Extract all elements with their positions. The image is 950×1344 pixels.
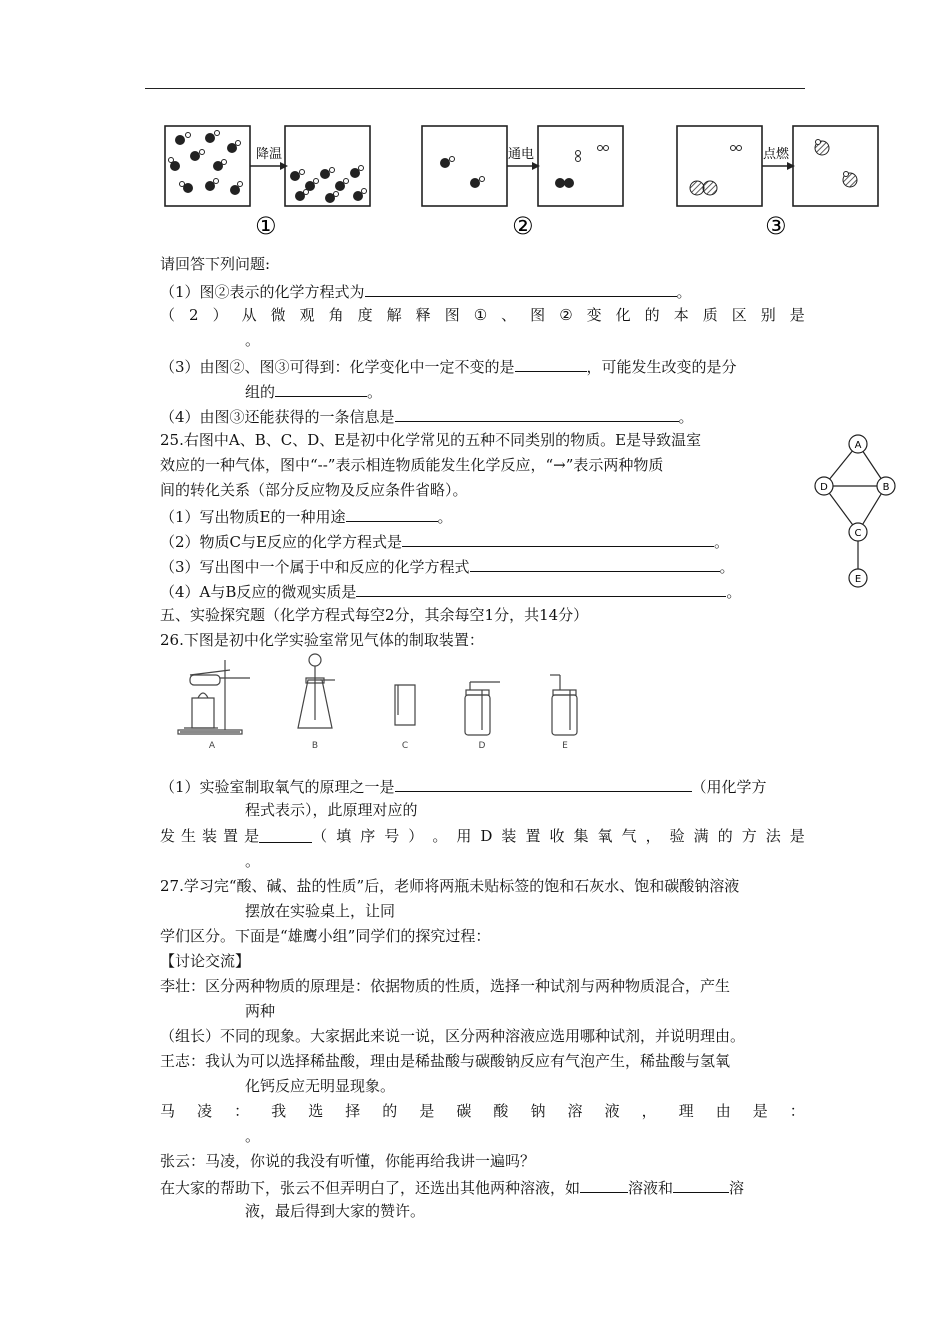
q25-3: （3）写出图中一个属于中和反应的化学方程式 。: [160, 555, 735, 577]
q24-intro: 请回答下列问题:: [160, 255, 271, 273]
text-char: 满: [693, 827, 709, 845]
text-char: 填: [336, 827, 352, 845]
answer-blank[interactable]: [470, 555, 720, 572]
section-5-title: 五、实验探究题（化学方程式每空2分，其余每空1分，共14分）: [160, 606, 589, 624]
text-char: 酸: [493, 1102, 509, 1120]
text-char: 的: [717, 827, 733, 845]
text-char: 变: [586, 306, 602, 324]
apparatus-a: A: [208, 741, 216, 751]
text-char: 集: [573, 827, 589, 845]
header-rule: [145, 88, 805, 89]
text-char: 装: [202, 827, 218, 845]
q25-2: （2）物质C与E反应的化学方程式是 。: [160, 530, 729, 552]
text-char: 置: [525, 827, 541, 845]
q27-line-7: （组长）不同的现象。大家据此来说一说，区分两种溶液应选用哪种试剂，并说明理由。: [160, 1027, 746, 1045]
text-char: 度: [357, 306, 373, 324]
q25-4: （4）A与B反应的微观实质是 。: [160, 580, 741, 602]
text-char: 是: [789, 306, 805, 324]
arrow-label-electrolysis: 通电: [508, 147, 535, 162]
answer-blank[interactable]: [259, 826, 312, 843]
text-char: 本: [673, 306, 689, 324]
text-char: ：: [234, 1102, 250, 1120]
answer-blank[interactable]: [402, 530, 714, 547]
q25-1: （1）写出物质E的一种用途 。: [160, 505, 453, 527]
answer-blank[interactable]: [346, 505, 438, 522]
q24-2-end: 。: [245, 331, 261, 349]
diagram-2: [422, 126, 623, 240]
text-char: 。: [432, 827, 448, 845]
text-char: 氧: [597, 827, 613, 845]
text-char: 马: [160, 1102, 176, 1120]
apparatus-b: B: [311, 741, 319, 751]
q24-2: [160, 305, 805, 325]
text-char: 装: [501, 827, 517, 845]
arrow-label-cool: 降温: [256, 147, 283, 162]
answer-blank[interactable]: [395, 775, 692, 792]
text-char: 法: [765, 827, 781, 845]
relation-diagram: [808, 430, 900, 595]
apparatus-d: D: [478, 741, 486, 751]
text-char: 释: [415, 306, 431, 324]
q25-line-2: 效应的一种气体，图中“--”表示相连物质能发生化学反应，“→”表示两种物质: [160, 456, 664, 474]
text-char: 选: [308, 1102, 324, 1120]
text-char: 气: [621, 827, 637, 845]
answer-blank[interactable]: [580, 1176, 628, 1193]
q25-line-1: 25.右图中A、B、C、D、E是初中化学常见的五种不同类别的物质。E是导致温室: [160, 431, 702, 449]
text-char: （: [312, 827, 328, 845]
text-char: 序: [360, 827, 376, 845]
node-d: D: [820, 482, 828, 493]
q27-line-10: [160, 1101, 805, 1121]
text-char: ：: [789, 1102, 805, 1120]
text-char: 2: [189, 306, 199, 324]
q27-line-6: 两种: [245, 1002, 276, 1020]
q27-discussion: 【讨论交流】: [160, 952, 251, 970]
q24-4: （4）由图③还能获得的一条信息是 。: [160, 405, 694, 427]
text-char: 观: [299, 306, 315, 324]
text-char: 发: [160, 827, 176, 845]
q26-2-end: 。: [245, 852, 261, 870]
text-char: 收: [549, 827, 565, 845]
text-char: 号: [384, 827, 400, 845]
text-char: D: [480, 827, 493, 845]
text-char: 质: [702, 306, 718, 324]
text-char: 择: [345, 1102, 361, 1120]
q27-line-8: 王志：我认为可以选择稀盐酸，理由是稀盐酸与碳酸钠反应有气泡产生，稀盐酸与氢氧: [160, 1052, 731, 1070]
diagram-3: [677, 126, 878, 240]
text-char: ，: [641, 1102, 657, 1120]
text-char: 由: [715, 1102, 731, 1120]
apparatus-e: E: [562, 741, 568, 751]
molecule-diagrams: [160, 118, 890, 243]
text-char: ，: [645, 827, 661, 845]
q27-line-11: 。: [245, 1127, 261, 1145]
diagram-label-1: ①: [255, 212, 277, 240]
apparatus-c: C: [401, 741, 409, 751]
text-char: ）: [212, 306, 228, 324]
text-char: 方: [741, 827, 757, 845]
answer-blank[interactable]: [515, 355, 587, 372]
diagram-label-3: ③: [765, 212, 787, 240]
q26-2: [160, 826, 805, 846]
q27-line-3: 学们区分。下面是“雄鹰小组”同学们的探究过程：: [160, 927, 491, 945]
node-a: A: [854, 440, 862, 451]
text-char: 溶: [567, 1102, 583, 1120]
q24-3: （3）由图②、图③可得到：化学变化中一定不变的是 ，可能发生改变的是分: [160, 355, 737, 377]
text-char: ①: [473, 306, 488, 324]
answer-blank[interactable]: [673, 1176, 729, 1193]
q27-line-13: 在大家的帮助下，张云不但弄明白了，还选出其他两种溶液，如 溶液和 溶: [160, 1176, 744, 1198]
text-char: 钠: [530, 1102, 546, 1120]
text-char: 、: [501, 306, 517, 324]
arrow-label-ignite: 点燃: [763, 147, 790, 162]
text-char: 是: [244, 827, 260, 845]
answer-blank[interactable]: [365, 280, 677, 297]
answer-blank[interactable]: [275, 380, 367, 397]
text-char: 解: [386, 306, 402, 324]
q27-line-14: 液，最后得到大家的赞许。: [245, 1202, 426, 1220]
q24-1: （1）图②表示的化学方程式为 。: [160, 280, 692, 302]
text-char: 的: [644, 306, 660, 324]
text-char: 碳: [456, 1102, 472, 1120]
text-char: 从: [241, 306, 257, 324]
text-char: 化: [615, 306, 631, 324]
text-char: 是: [752, 1102, 768, 1120]
q27-line-12: 张云：马凌，你说的我没有听懂，你能再给我讲一遍吗？: [160, 1152, 536, 1170]
node-b: B: [882, 482, 890, 493]
text-char: 是: [419, 1102, 435, 1120]
node-e: E: [854, 574, 862, 585]
q26-1-cont: 程式表示），此原理对应的: [245, 801, 418, 819]
text-char: ）: [408, 827, 424, 845]
text-char: 理: [678, 1102, 694, 1120]
text-char: 液: [604, 1102, 620, 1120]
text-char: （: [160, 306, 176, 324]
q27-line-9: 化钙反应无明显现象。: [245, 1077, 396, 1095]
q25-line-3: 间的转化关系（部分反应物及反应条件省略）。: [160, 481, 468, 499]
text-char: 用: [456, 827, 472, 845]
text-char: 是: [789, 827, 805, 845]
diagram-label-2: ②: [512, 212, 534, 240]
answer-blank[interactable]: [356, 580, 726, 597]
text-char: 图: [444, 306, 460, 324]
apparatus-diagram: [170, 650, 600, 755]
q27-line-5: 李壮：区分两种物质的原理是：依据物质的性质，选择一种试剂与两种物质混合，产生: [160, 977, 731, 995]
answer-blank[interactable]: [395, 405, 679, 422]
text-char: ②: [559, 306, 573, 324]
text-char: 置: [223, 827, 239, 845]
text-char: 微: [270, 306, 286, 324]
q27-line-1: 27.学习完“酸、碱、盐的性质”后，老师将两瓶未贴标签的饱和石灰水、饱和碳酸钠溶液: [160, 877, 740, 895]
text-char: 的: [382, 1102, 398, 1120]
text-char: 凌: [197, 1102, 213, 1120]
q24-3-cont: 组的 。: [245, 380, 382, 402]
diagram-1: [165, 126, 370, 240]
text-char: 生: [181, 827, 197, 845]
node-c: C: [854, 528, 862, 539]
text-char: 验: [669, 827, 685, 845]
text-char: 角: [328, 306, 344, 324]
q27-line-2: 摆放在实验桌上，让同: [245, 902, 396, 920]
text-char: 区: [731, 306, 747, 324]
text-char: 我: [271, 1102, 287, 1120]
text-char: 图: [530, 306, 546, 324]
q26-line-1: 26.下图是初中化学实验室常见气体的制取装置：: [160, 631, 484, 649]
text-char: 别: [760, 306, 776, 324]
q26-1: （1）实验室制取氧气的原理之一是 （用化学方: [160, 775, 767, 797]
